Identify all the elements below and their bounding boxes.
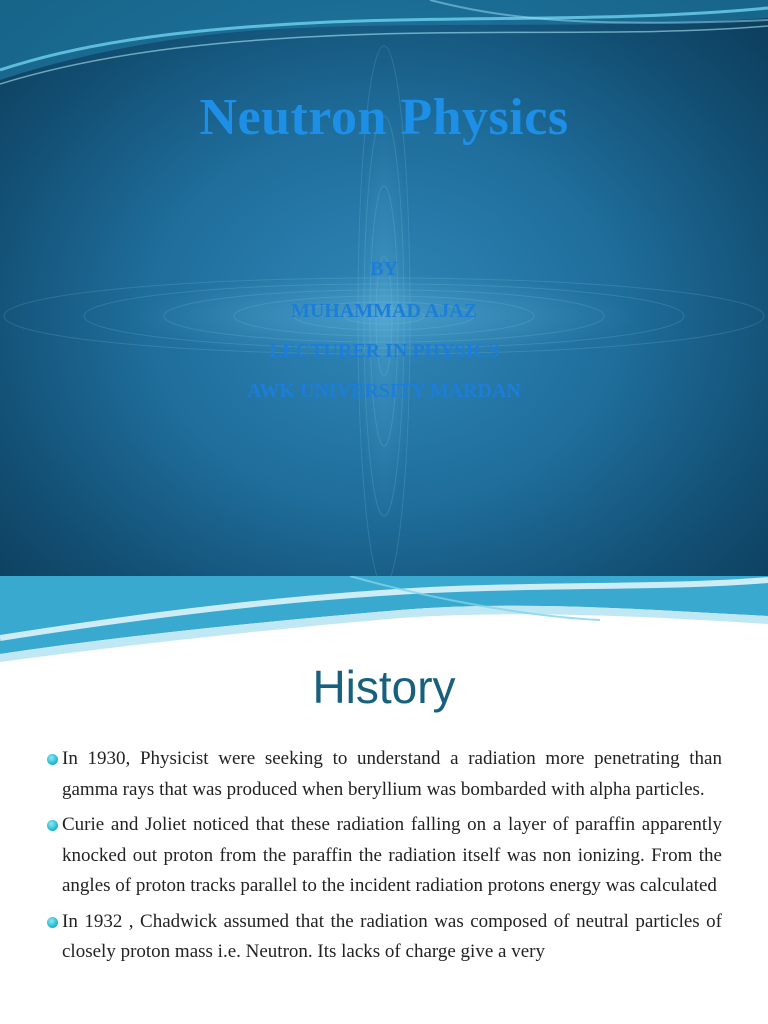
bullet-list: [46, 744, 722, 973]
author-institution: AWK UNIVERSITY MARDAN: [247, 380, 521, 402]
bullet-icon: [47, 917, 58, 928]
list-item: [46, 907, 722, 968]
byline-by: BY: [370, 258, 398, 280]
author-position: LECTURER IN PHYSICS: [268, 340, 500, 362]
slide-wave-header: [0, 576, 768, 666]
bullet-text: In 1932 , Chadwick assumed that the radiation was composed of neutral particles of closely proton mass i.e. Neutron. Its lacks of charge give a very: [62, 910, 722, 962]
author-name: MUHAMMAD AJAZ: [290, 300, 478, 322]
bullet-text: Curie and Joliet noticed that these radiation falling on a layer of paraffin apparently knocked out proton from the paraffin the radiation itself was non ionizing. From the angles of proton tracks parallel to the incident radiation protons energy was calculated: [62, 814, 722, 896]
list-item: [46, 744, 722, 805]
bullet-icon: [47, 820, 58, 831]
history-slide: [0, 576, 768, 1024]
slide-title: Neutron Physics: [199, 89, 569, 146]
bullet-text: In 1930, Physicist were seeking to understand a radiation more penetrating than gamma rays that was produced when beryllium was bombarded with alpha particles.: [62, 748, 722, 800]
bullet-icon: [47, 754, 58, 765]
list-item: [46, 810, 722, 902]
slide-title: History: [312, 661, 456, 713]
top-wave-decoration: [0, 0, 768, 100]
